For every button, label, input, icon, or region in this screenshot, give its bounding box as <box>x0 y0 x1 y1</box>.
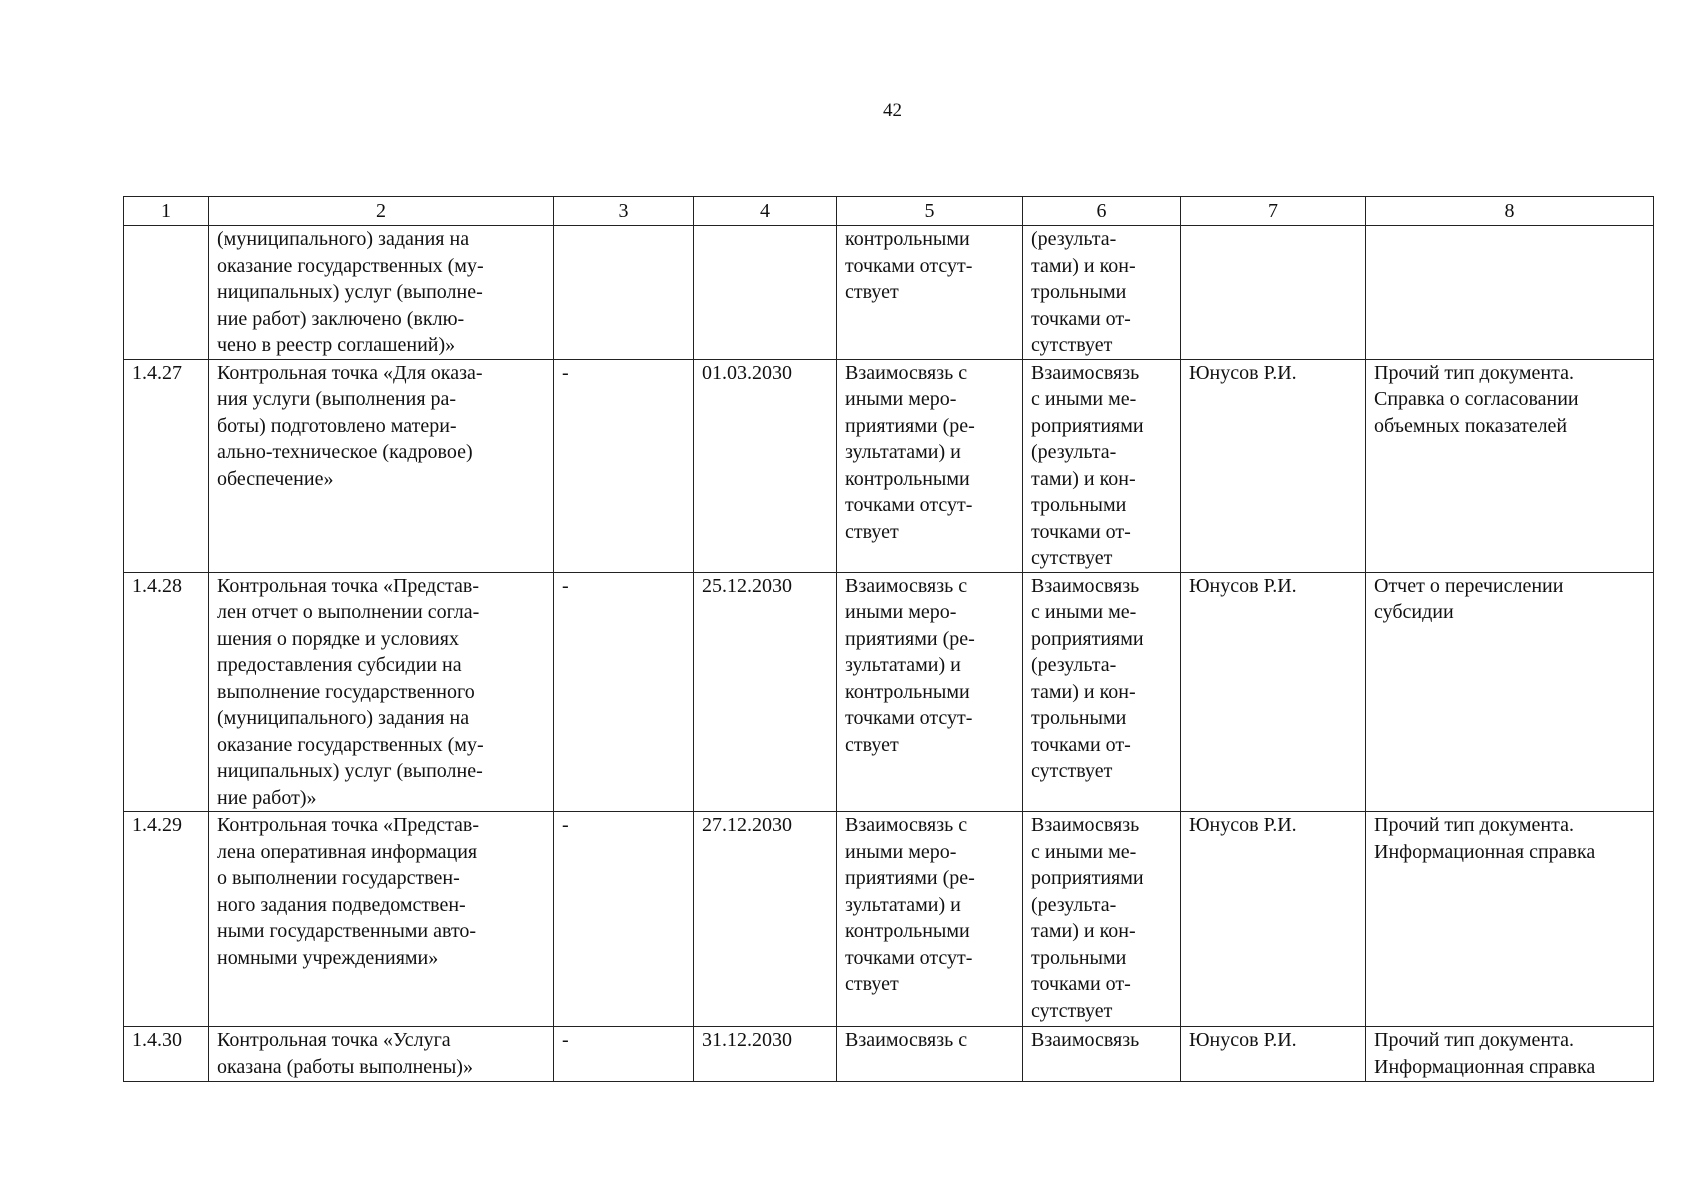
continuation-link-results-cell: контрольными точками отсут- ствует <box>837 226 1023 360</box>
row-number-cell: 1.4.30 <box>124 1027 209 1082</box>
row-link-results-cell: Взаимосвязь с иными меро- приятиями (ре- зультатами) и контрольными точками отсут- ствует <box>837 572 1023 812</box>
row-date-cell: 31.12.2030 <box>694 1027 837 1082</box>
column-header-6: 6 <box>1023 197 1181 226</box>
row-link-results-cell: Взаимосвязь с иными меро- приятиями (ре- зультатами) и контрольными точками отсут- ствует <box>837 812 1023 1027</box>
row-responsible-cell: Юнусов Р.И. <box>1181 1027 1366 1082</box>
page-number: 42 <box>883 100 902 121</box>
row-prev-cell: - <box>554 812 694 1027</box>
header-row <box>124 197 1654 226</box>
row-prev-cell: - <box>554 359 694 572</box>
column-header-8: 8 <box>1366 197 1654 226</box>
row-link-points-cell: Взаимосвязь с иными ме- роприятиями (результа- тами) и кон- трольными точками от- сутствует <box>1023 812 1181 1027</box>
row-responsible-cell: Юнусов Р.И. <box>1181 572 1366 812</box>
row-responsible-cell: Юнусов Р.И. <box>1181 359 1366 572</box>
row-link-results-cell: Взаимосвязь с иными меро- приятиями (ре- зультатами) и контрольными точками отсут- ствует <box>837 359 1023 572</box>
table-row <box>124 572 1654 812</box>
continuation-name-cell: (муниципального) задания на оказание государственных (му- ниципальных) услуг (выполне- ние работ) заключено (вклю- чено в реестр соглашений)» <box>209 226 554 360</box>
continuation-prev-cell <box>554 226 694 360</box>
table-row <box>124 359 1654 572</box>
row-link-points-cell: Взаимосвязь с иными ме- роприятиями (результа- тами) и кон- трольными точками от- сутствует <box>1023 359 1181 572</box>
column-header-5: 5 <box>837 197 1023 226</box>
row-name-cell: Контрольная точка «Для оказа- ния услуги (выполнения ра- боты) подготовлено матери- ально-техническое (кадровое) обеспечение» <box>209 359 554 572</box>
row-date-cell: 01.03.2030 <box>694 359 837 572</box>
row-number-cell: 1.4.27 <box>124 359 209 572</box>
row-name-cell: Контрольная точка «Представ- лена оперативная информация о выполнении государствен- ного задания подведомствен- ными государственными авто- номными учреждениями» <box>209 812 554 1027</box>
row-link-points-cell: Взаимосвязь <box>1023 1027 1181 1082</box>
column-header-4: 4 <box>694 197 837 226</box>
column-header-7: 7 <box>1181 197 1366 226</box>
row-date-cell: 27.12.2030 <box>694 812 837 1027</box>
row-responsible-cell: Юнусов Р.И. <box>1181 812 1366 1027</box>
row-prev-cell: - <box>554 1027 694 1082</box>
table-row <box>124 1027 1654 1082</box>
row-document-cell: Прочий тип документа. Информационная справка <box>1366 1027 1654 1082</box>
row-link-results-cell: Взаимосвязь с <box>837 1027 1023 1082</box>
row-link-points-cell: Взаимосвязь с иными ме- роприятиями (результа- тами) и кон- трольными точками от- сутствует <box>1023 572 1181 812</box>
continuation-link-points-cell: (результа- тами) и кон- трольными точками от- сутствует <box>1023 226 1181 360</box>
row-number-cell: 1.4.28 <box>124 572 209 812</box>
column-header-3: 3 <box>554 197 694 226</box>
continuation-num-cell <box>124 226 209 360</box>
row-name-cell: Контрольная точка «Услуга оказана (работы выполнены)» <box>209 1027 554 1082</box>
row-name-cell: Контрольная точка «Представ- лен отчет о выполнении согла- шения о порядке и условиях предоставления субсидии на выполнение государственного (муниципального) задания на оказание государственных (му- ниципальных) услуг (выполне- ние работ)» <box>209 572 554 812</box>
row-document-cell: Прочий тип документа. Справка о согласовании объемных показателей <box>1366 359 1654 572</box>
continuation-date-cell <box>694 226 837 360</box>
continuation-row <box>124 226 1654 360</box>
row-prev-cell: - <box>554 572 694 812</box>
column-header-2: 2 <box>209 197 554 226</box>
row-document-cell: Отчет о перечислении субсидии <box>1366 572 1654 812</box>
continuation-responsible-cell <box>1181 226 1366 360</box>
table-row <box>124 812 1654 1027</box>
row-number-cell: 1.4.29 <box>124 812 209 1027</box>
row-document-cell: Прочий тип документа. Информационная справка <box>1366 812 1654 1027</box>
row-date-cell: 25.12.2030 <box>694 572 837 812</box>
continuation-document-cell <box>1366 226 1654 360</box>
column-header-1: 1 <box>124 197 209 226</box>
control-points-table <box>123 196 1654 1082</box>
